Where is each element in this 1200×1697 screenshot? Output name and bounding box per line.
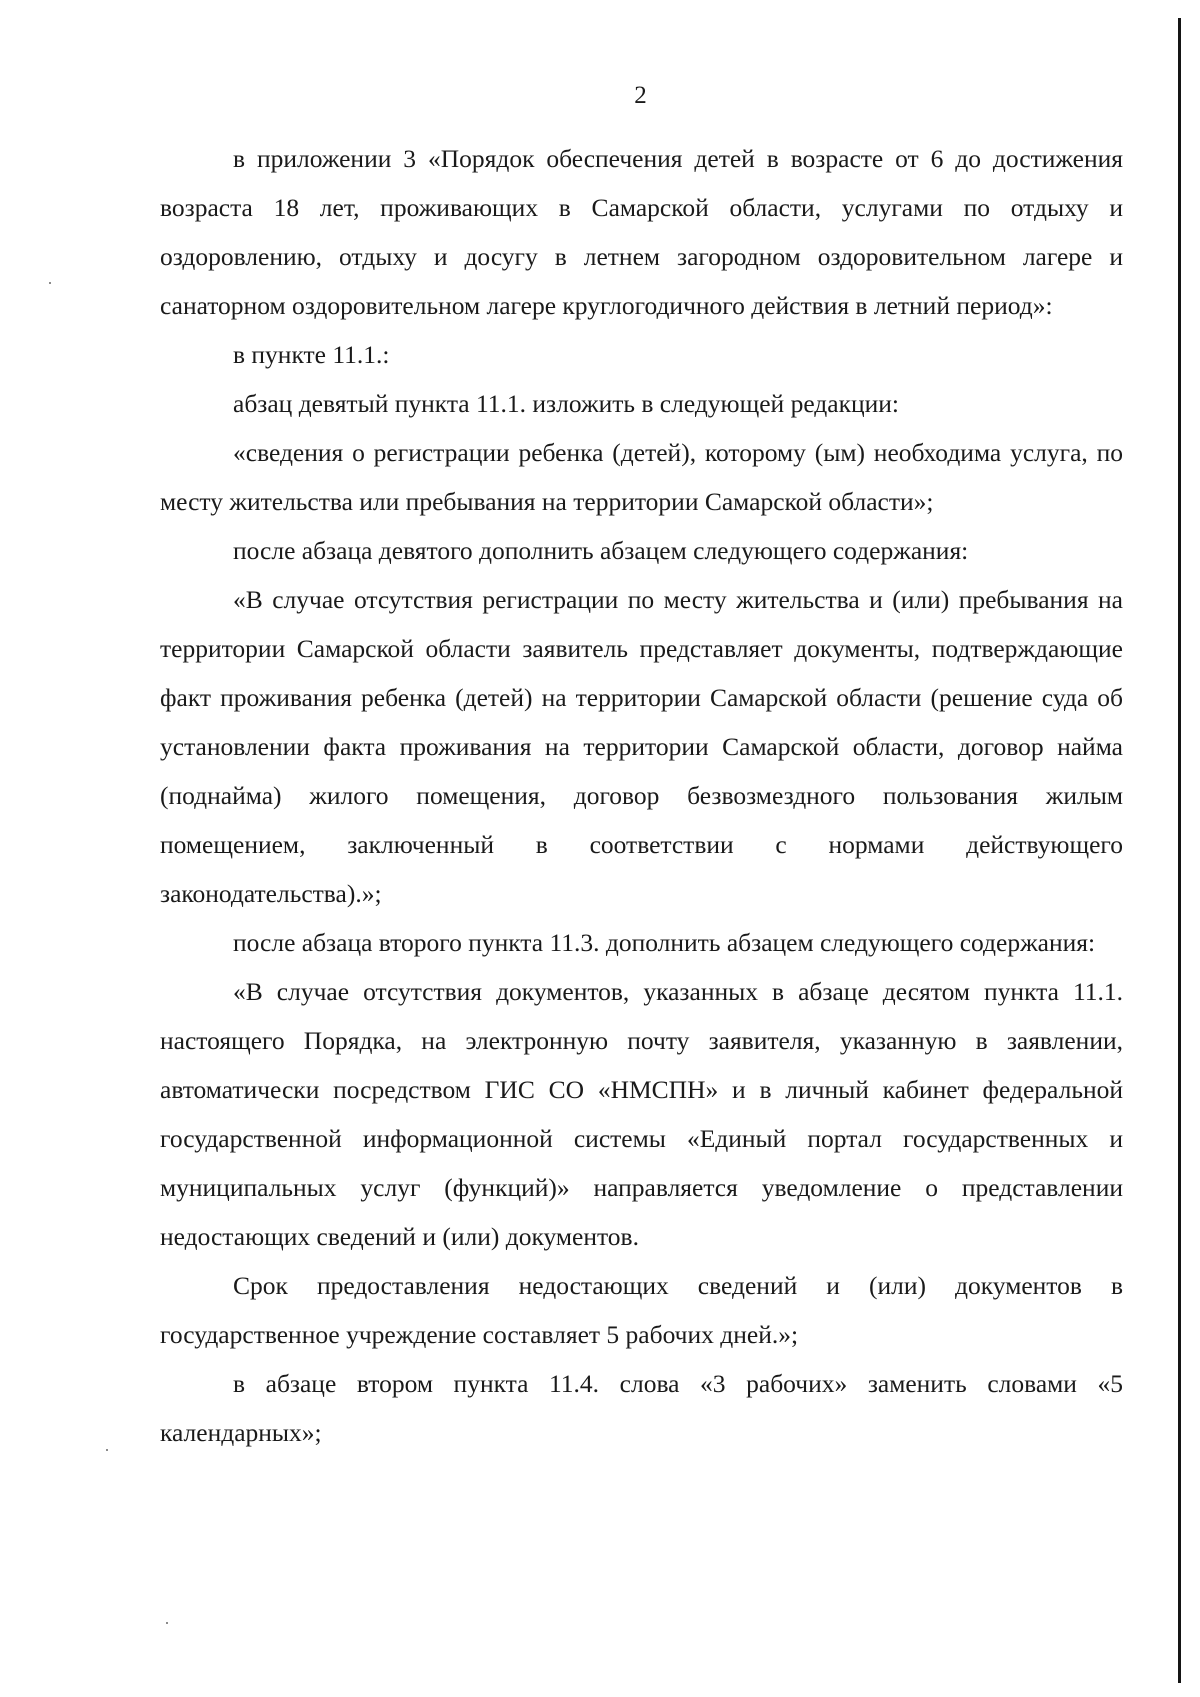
scan-edge-line	[1178, 18, 1181, 1683]
scan-speck	[166, 1622, 168, 1624]
paragraph: после абзаца второго пункта 11.3. дополнить абзацем следующего содержания:	[233, 928, 1096, 957]
paragraph: «В случае отсутствия регистрации по месту жительства и (или) пребывания на территории Самарской области заявитель представляет документы, подтверждающие факт проживания ребенка (детей) на территории Самарской области (решение суда об установлении факта проживания на территории Самарской области, договор найма (поднайма) жилого помещения, договор безвозмездного пользования жилым помещением, заключенный в соответствии с нормами действующего законодательства).»;	[160, 585, 1123, 908]
paragraph: «сведения о регистрации ребенка (детей), которому (ым) необходима услуга, по месту жительства или пребывания на территории Самарской области»;	[160, 438, 1123, 516]
scan-speck	[49, 282, 51, 284]
paragraph: «В случае отсутствия документов, указанных в абзаце десятом пункта 11.1. настоящего Порядка, на электронную почту заявителя, указанную в заявлении, автоматически посредством ГИС СО «НМСПН» и в личный кабинет федеральной государственной информационной системы «Единый портал государственных и муниципальных услуг (функций)» направляется уведомление о представлении недостающих сведений и (или) документов.	[160, 977, 1123, 1251]
scan-speck	[106, 1449, 108, 1451]
page-number: 2	[634, 82, 647, 109]
paragraph: в приложении 3 «Порядок обеспечения детей в возрасте от 6 до достижения возраста 18 лет, проживающих в Самарской области, услугами по отдыху и оздоровлению, отдыху и досугу в летнем загородном оздоровительном лагере и санаторном оздоровительном лагере круглогодичного действия в летний период»:	[160, 144, 1123, 320]
document-body	[160, 134, 1123, 1457]
paragraph: в абзаце втором пункта 11.4. слова «3 рабочих» заменить словами «5 календарных»;	[160, 1369, 1123, 1447]
paragraph: после абзаца девятого дополнить абзацем следующего содержания:	[233, 536, 969, 565]
paragraph: в пункте 11.1.:	[233, 340, 390, 369]
paragraph: абзац девятый пункта 11.1. изложить в следующей редакции:	[233, 389, 900, 418]
paragraph: Срок предоставления недостающих сведений и (или) документов в государственное учреждение составляет 5 рабочих дней.»;	[160, 1271, 1123, 1349]
